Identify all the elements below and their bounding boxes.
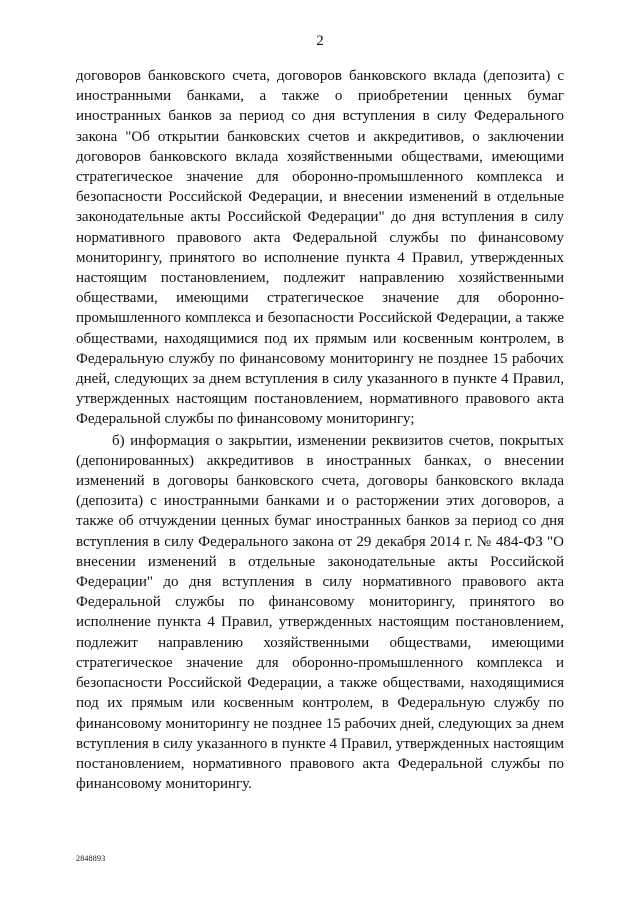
paragraph-continuation: договоров банковского счета, договоров банковского вклада (депозита) с иностранными банками, а также о приобретении ценных бумаг иностранных банков за период со дня вступления в силу Федерального закона "Об открытии банковских счетов и аккредитивов, о заключении договоров банковского вклада хозяйственными обществами, имеющими стратегическое значение для оборонно-промышленного комплекса и безопасности Российской Федерации, и внесении изменений в отдельные законодательные акты Российской Федерации" до дня вступления в силу нормативного правового акта Федеральной службы по финансовому мониторингу, принятого во исполнение пункта 4 Правил, утвержденных настоящим постановлением, подлежит направлению хозяйственными обществами, имеющими стратегическое значение для оборонно-промышленного комплекса и безопасности Российской Федерации, а также обществами, находящимися под их прямым или косвенным контролем, в Федеральную службу по финансовому мониторингу не позднее 15 рабочих дней, следующих за днем вступления в силу указанного в пункте 4 Правил, утвержденных настоящим постановлением, нормативного правового акта Федеральной службы по финансовому мониторингу;	[76, 68, 564, 428]
page-number: 2	[316, 33, 324, 49]
document-code: 2848893	[76, 854, 106, 863]
document-body	[76, 66, 564, 794]
paragraph-item-b: б) информация о закрытии, изменении реквизитов счетов, покрытых (депонированных) аккредитивов в иностранных банках, о внесении изменений в договоры банковского счета, договоры банковского вклада (депозита) с иностранными банками и о расторжении этих договоров, а также об отчуждении ценных бумаг иностранных банков за период со дня вступления в силу Федерального закона от 29 декабря 2014 г. № 484-ФЗ "О внесении изменений в отдельные законодательные акты Российской Федерации" до дня вступления в силу нормативного правового акта Федеральной службы по финансовому мониторингу, принятого во исполнение пункта 4 Правил, утвержденных настоящим постановлением, подлежит направлению хозяйственными обществами, имеющими стратегическое значение для оборонно-промышленного комплекса и безопасности Российской Федерации, а также обществами, находящимися под их прямым или косвенным контролем, в Федеральную службу по финансовому мониторингу не позднее 15 рабочих дней, следующих за днем вступления в силу указанного в пункте 4 Правил, утвержденных настоящим постановлением, нормативного правового акта Федеральной службы по финансовому мониторингу.	[76, 432, 564, 793]
